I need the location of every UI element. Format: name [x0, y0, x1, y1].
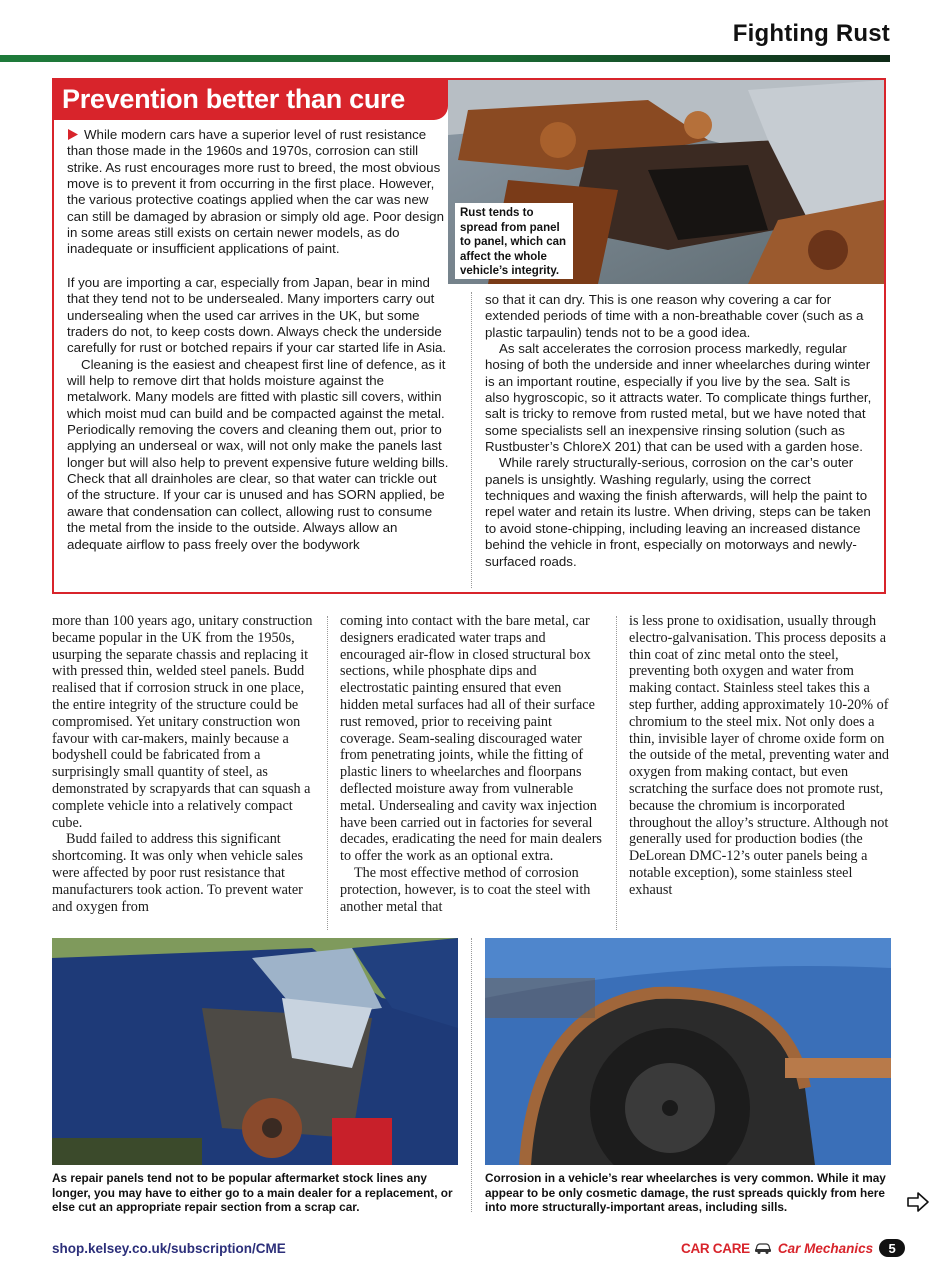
article-column-2 [340, 613, 603, 915]
article-paragraph: coming into contact with the bare metal, car designers eradicated water traps and encouraged air-flow in closed structural box sections, while phosphate dips and electrostatic painting ensured that even hidden metal surfaces had all of their surface rust removed, prior to receiving paint coverage. Seam-sealing discouraged water from penetrating joints, while the fitting of plastic liners to wheelarches and floorpans deflected moisture away from vulnerable metal. Undersealing and cavity wax injection have been carried out in factories for several decades, eradicating the need for main dealers to offer the work as an optional extra. [340, 613, 602, 865]
feature-box-title: Prevention better than cure [62, 84, 405, 114]
article-paragraph: The most effective method of corrosion protection, however, is to coat the steel with another metal that [340, 864, 591, 915]
rusted-panel-photo-caption: Rust tends to spread from panel to panel, which can affect the whole vehicle’s integrity. [455, 203, 573, 279]
column-divider [327, 616, 328, 930]
column-divider [616, 616, 617, 930]
feature-box-column-1-top [67, 127, 447, 258]
feature-box-paragraph: While modern cars have a superior level of rust resistance than those made in the 1960s and 1970s, corrosion can still strike. As rust encourages more rust to breed, the most obvious move is to prevent it from occurring in the first place. However, the various protective coatings applied when the car was new can still be damaged by abrasion or simply old age. Poor design in some areas still exists on certain newer models, as do inadequate or insufficient applications of paint. [67, 127, 444, 257]
scrap-car-photo-caption: As repair panels tend not to be popular aftermarket stock lines any longer, you may have to either go to a main dealer for a replacement, or else cut an appropriate repair section from a scrap car. [52, 1171, 453, 1215]
feature-box-column-2 [485, 292, 877, 570]
article-paragraph: more than 100 years ago, unitary construction became popular in the UK from the 1950s, usurping the separate chassis and replacing it with pressed thin, welded steel panels. Budd realised that if corrosion struck in one place, the entire integrity of the structure could be compromised. Yet unitary construction won favour with car-makers, mainly because a bodyshell could be fabricated from a surprisingly small quantity of steel, as demonstrated by scrapyards that can squash a complete vehicle into a relatively compact cube. [52, 613, 313, 831]
wheelarch-photo [485, 938, 891, 1165]
next-page-arrow-icon[interactable] [906, 1190, 930, 1214]
section-title: Fighting Rust [732, 20, 890, 47]
feature-box-column-1-bottom [67, 275, 450, 553]
red-triangle-bullet-icon [67, 129, 78, 140]
article-column-1 [52, 613, 314, 915]
brand-car-mechanics: Car Mechanics [777, 1240, 874, 1256]
feature-box-paragraph: so that it can dry. This is one reason why covering a car for extended periods of time with a non-breathable cover (such as a plastic tarpaulin) tends not to be a good idea. [485, 292, 864, 340]
car-icon [754, 1242, 772, 1254]
photo-divider [471, 938, 472, 1212]
feature-box-paragraph: While rarely structurally-serious, corrosion on the car’s outer panels is unsightly. Washing regularly, using the correct techniques and waxing the finish afterwards, will help the paint to repel water and retain its lustre. When driving, steps can be taken to avoid stone-chipping, including leaving an increased distance behind the vehicle in front, especially on motorways and newly-surfaced roads. [485, 455, 871, 569]
article-column-3 [629, 613, 891, 899]
feature-box-paragraph: As salt accelerates the corrosion process markedly, regular hosing of both the underside and inner wheelarches during winter is an important routine, especially if you live by the sea. Salt is also hygroscopic, so it attracts water. To complicate things further, salt is tricky to remove from rusted metal, but we have noted that some specialists sell an inexpensive rinsing solution (such as Rustbuster’s ChloreX 201) that can be used with a garden hose. [485, 341, 872, 455]
subscription-link[interactable]: shop.kelsey.co.uk/subscription/CME [52, 1241, 286, 1256]
feature-box-paragraph: If you are importing a car, especially from Japan, bear in mind that they tend not to be undersealed. Many importers carry out undersealing when the used car arrives in the UK, but some traders do not, to keep costs down. Always check the underside carefully for rust or botched repairs if your car started life in Asia. [67, 275, 447, 356]
scrap-car-photo [52, 938, 458, 1165]
article-paragraph: Budd failed to address this significant shortcoming. It was only when vehicle sales were affected by poor rust resistance that manufacturers took action. To prevent water and oxygen from [52, 831, 303, 915]
article-paragraph: is less prone to oxidisation, usually through electro-galvanisation. This process deposits a thin coat of zinc metal onto the steel, preventing both oxygen and water from making contact. Stainless steel takes this a step further, adding approximately 10-20% of chromium to the steel mix. Not only does a thin, invisible layer of chrome oxide form on the outside of the metal, preventing water and oxygen from making contact, but even scratching the surface does not promote rust, because the chromium is incorporated throughout the alloy’s structure. Although not generally used for production bodies (the DeLorean DMC-12’s outer panels being a notable exception), some stainless steel exhaust [629, 613, 890, 898]
magazine-brand [681, 1238, 905, 1258]
header-rule [0, 55, 890, 62]
wheelarch-photo-caption: Corrosion in a vehicle’s rear wheelarches is very common. While it may appear to be only cosmetic damage, the rust spreads quickly from here into more structurally-important areas, including sills. [485, 1171, 886, 1215]
page-number: 5 [879, 1239, 905, 1257]
feature-box-column-divider [471, 292, 472, 588]
feature-box-paragraph: Cleaning is the easiest and cheapest first line of defence, as it will help to remove dirt that holds moisture against the metalwork. Many models are fitted with plastic sill covers, within which moist mud can build and be compacted against the metal. Periodically removing the covers and cleaning them out, prior to applying an underseal or wax, will not only make the panels last longer but will also help to prevent expensive future welding bills. Check that all drainholes are clear, so that water can trickle out of the structure. If your car is unused and has SORN applied, be aware that condensation can collect, allowing rust to consume the metal from the inside to the outside. Always allow an adequate airflow to pass freely over the bodywork [67, 356, 449, 552]
brand-car-care: CAR CARE [681, 1240, 750, 1256]
